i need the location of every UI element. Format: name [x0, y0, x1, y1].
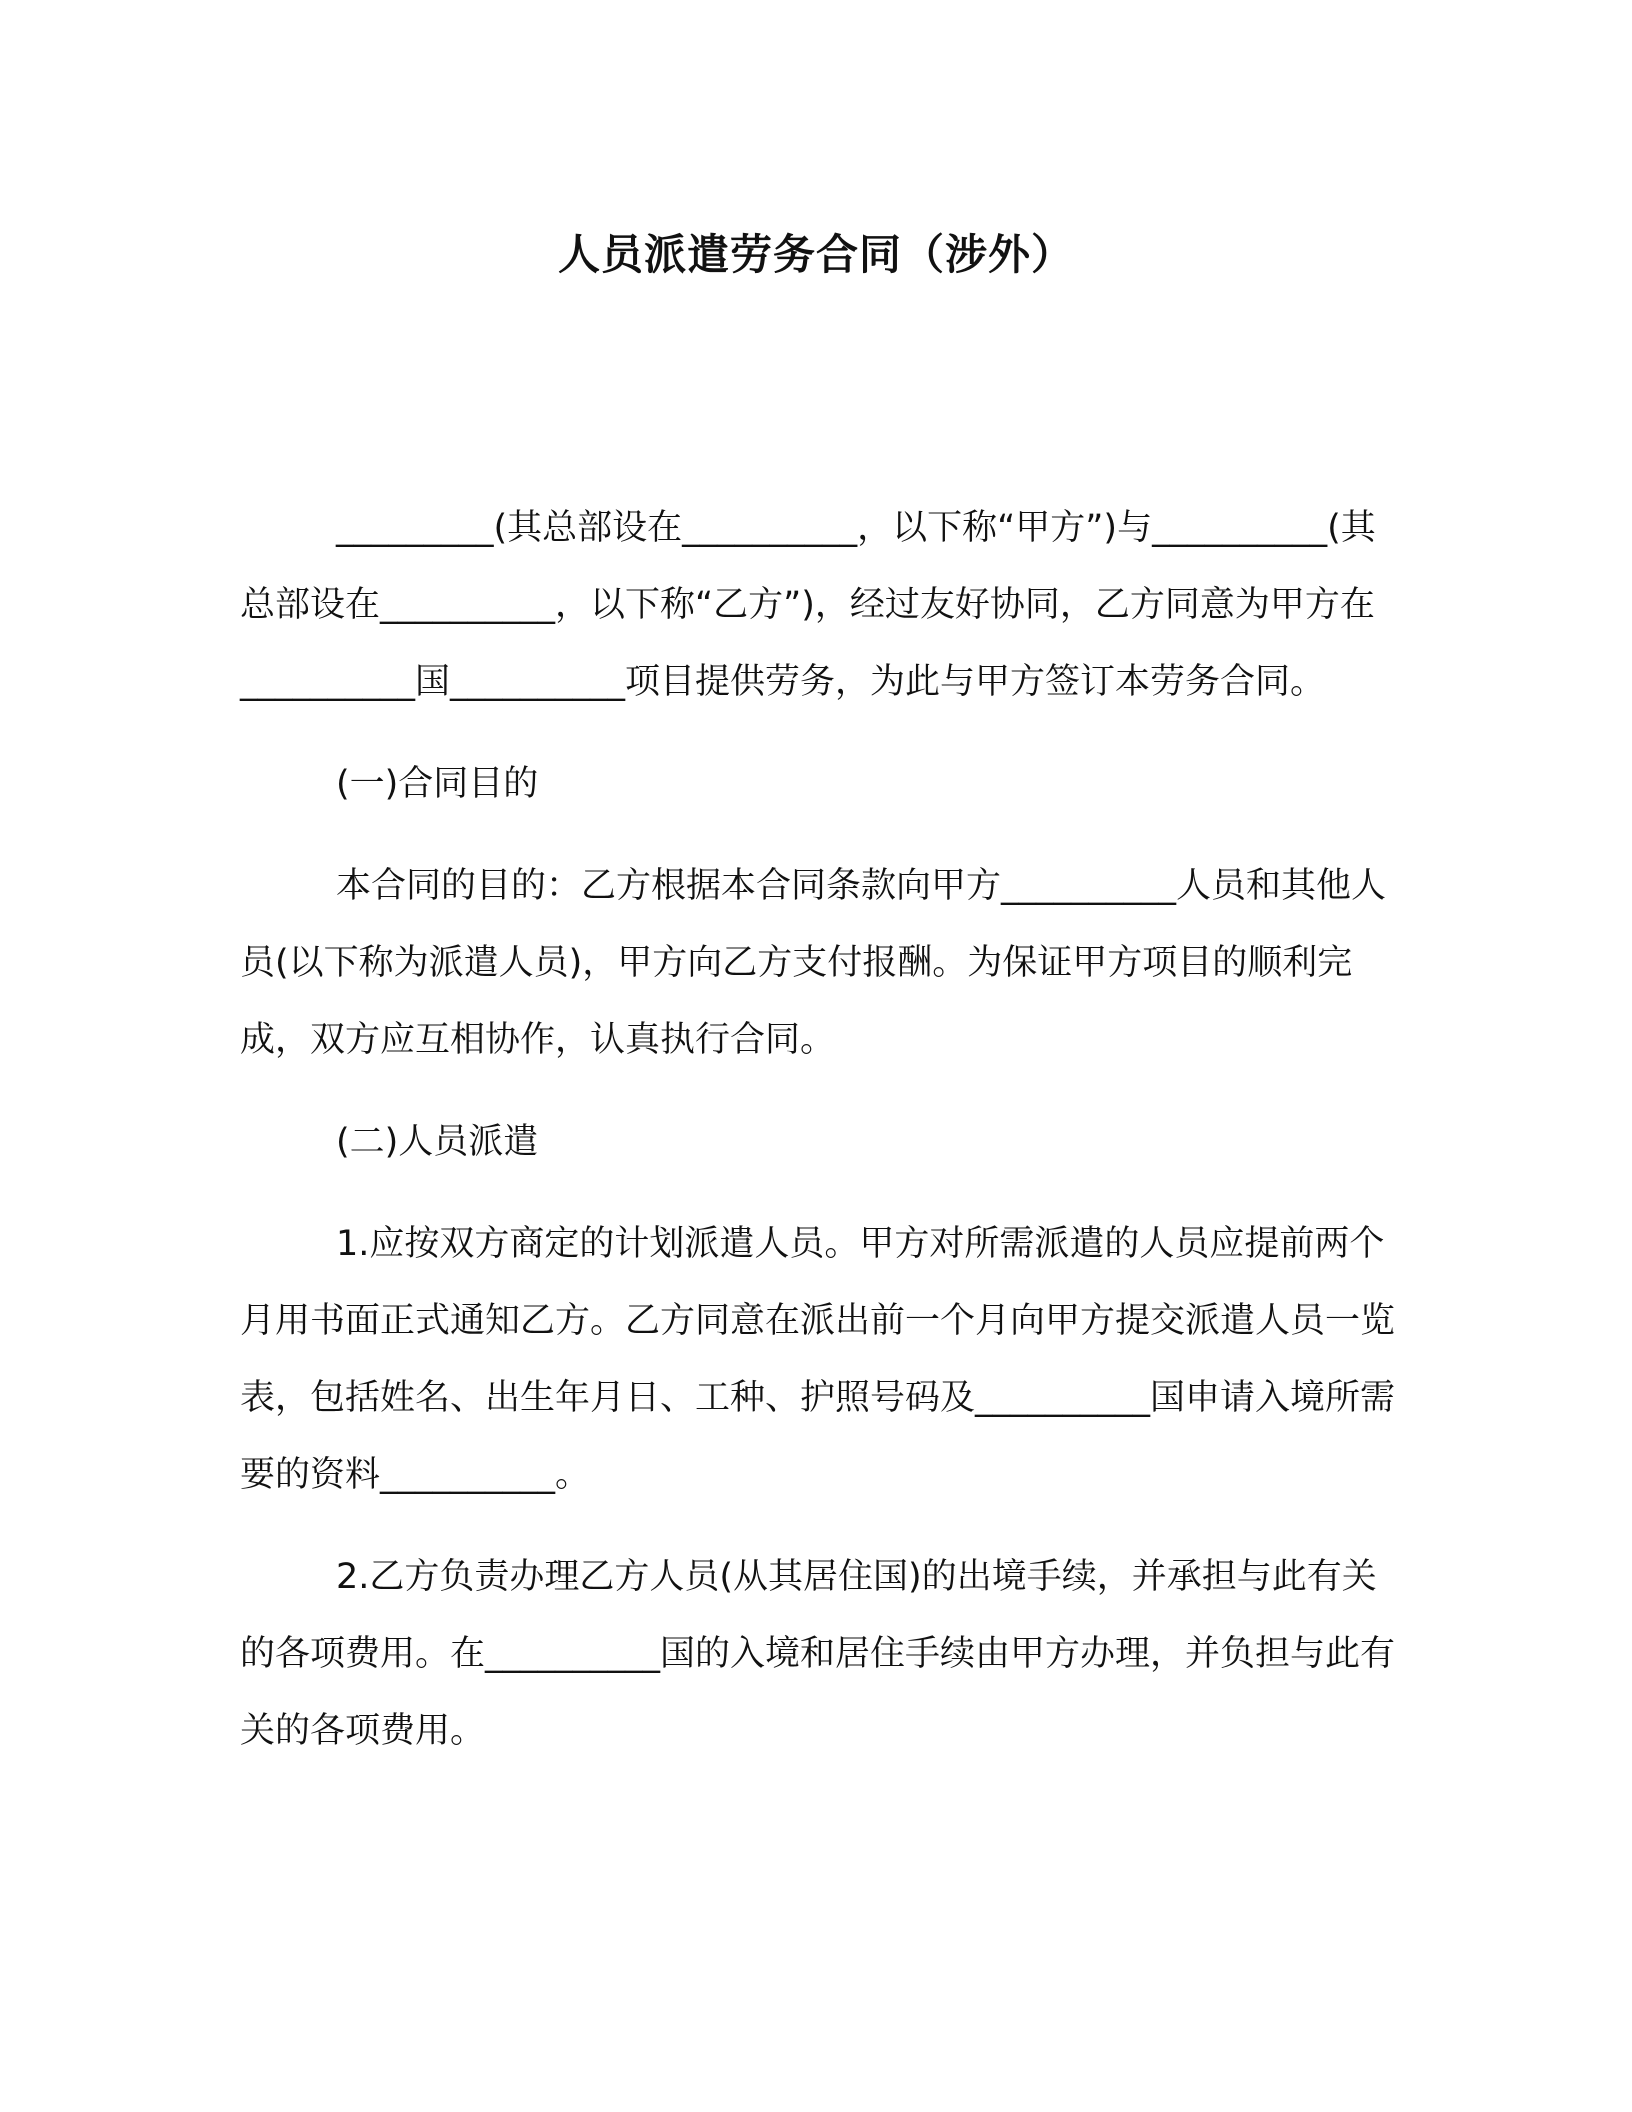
intro-paragraph: _________(其总部设在__________，以下称“甲方”)与__________(其总部设在__________，以下称“乙方”)，经过友好协同，乙方同意为甲方在__________国__________项目提供劳务，为此与甲方签订本劳务合同。 — [240, 508, 1376, 702]
section-heading-purpose: (一)合同目的 — [336, 764, 539, 804]
section-heading-dispatch: (二)人员派遣 — [336, 1122, 539, 1162]
document-title: 人员派遣劳务合同（涉外） — [557, 230, 1074, 279]
purpose-paragraph: 本合同的目的：乙方根据本合同条款向甲方__________人员和其他人员(以下称为派遣人员)，甲方向乙方支付报酬。为保证甲方项目的顺利完成，双方应互相协作，认真执行合同。 — [240, 866, 1387, 1060]
document-body — [240, 490, 1404, 1795]
dispatch-clause-1: 1.应按双方商定的计划派遣人员。甲方对所需派遣的人员应提前两个月用书面正式通知乙方。乙方同意在派出前一个月向甲方提交派遣人员一览表，包括姓名、出生年月日、工种、护照号码及__________国申请入境所需要的资料__________。 — [240, 1224, 1396, 1495]
dispatch-clause-2: 2.乙方负责办理乙方人员(从其居住国)的出境手续，并承担与此有关的各项费用。在__________国的入境和居住手续由甲方办理，并负担与此有关的各项费用。 — [240, 1557, 1396, 1751]
